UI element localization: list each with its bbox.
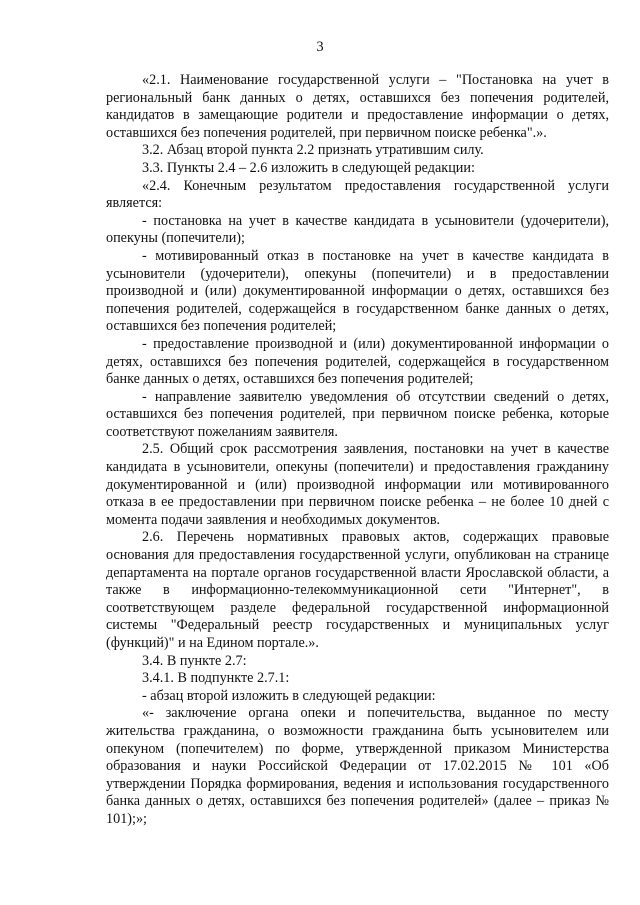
paragraph-2-6-legal-acts: 2.6. Перечень нормативных правовых актов, содержащих правовые основания для предоставления государственной услуги, опубликован на странице департамента на портале органов государственной власти Ярославской области, а также в информационно-телекоммуникационной сети "Интернет", в соответствующем разделе федеральной государственной информационной системы "Федеральный реестр государственных и муниципальных услуг (функций)" и на Едином портале.».	[106, 529, 609, 651]
paragraph-3-4-1: 3.4.1. В подпункте 2.7.1:	[142, 670, 290, 687]
paragraph-guardianship-conclusion: «- заключение органа опеки и попечительства, выданное по месту жительства гражданина, о возможности гражданина быть усыновителем или опекуном (попечителем) по форме, утвержденной приказом Министерства образования и науки Российской Федерации от 17.02.2015 № 101 «Об утверждении Порядка формирования, ведения и использования государственного банка данных о детях, оставшихся без попечения родителей» (далее – приказ № 101);»;	[106, 705, 609, 827]
document-body	[106, 72, 609, 829]
list-item-refusal: - мотивированный отказ в постановке на учет в качестве кандидата в усыновители (удочерители), опекуны (попечители) и в предоставлении производной и (или) документированной информации о детях, оставшихся без попечения родителей, содержащейся в государственном банке данных о детях, оставшихся без попечения родителей;	[106, 247, 609, 335]
list-item-notification: - направление заявителю уведомления об отсутствии сведений о детях, оставшихся без попечения родителей, при первичном поиске ребенка, которые соответствуют пожеланиям заявителя.	[106, 388, 609, 440]
list-item-registration: - постановка на учет в качестве кандидата в усыновители (удочерители), опекуны (попечители);	[106, 212, 609, 247]
paragraph-2-4-result: «2.4. Конечным результатом предоставления государственной услуги является:	[106, 177, 609, 212]
paragraph-2-5-term: 2.5. Общий срок рассмотрения заявления, постановки на учет в качестве кандидата в усыновители, опекуны (попечители) и предоставления гражданину документированной и (или) производной информации или мотивированного отказа в ее предоставлении при первичном поиске ребенка – не более 10 дней с момента подачи заявления и необходимых документов.	[106, 441, 609, 528]
paragraph-second-indent: - абзац второй изложить в следующей редакции:	[142, 687, 436, 704]
paragraph-3-3: 3.3. Пункты 2.4 – 2.6 изложить в следующей редакции:	[142, 159, 475, 176]
page-number: 3	[316, 39, 324, 55]
list-item-information: - предоставление производной и (или) документированной информации о детях, оставшихся без попечения родителей, содержащейся в государственном банке данных о детях, оставшихся без попечения родителей;	[106, 335, 609, 388]
paragraph-2-1-service-name: «2.1. Наименование государственной услуги – "Постановка на учет в региональный банк данных о детях, оставшихся без попечения родителей, кандидатов в замещающие родители и предоставление информации о детях, оставшихся без попечения родителей, при первичном поиске ребенка".».	[106, 72, 609, 141]
paragraph-3-4: 3.4. В пункте 2.7:	[142, 652, 247, 669]
paragraph-3-2: 3.2. Абзац второй пункта 2.2 признать утратившим силу.	[142, 142, 484, 159]
